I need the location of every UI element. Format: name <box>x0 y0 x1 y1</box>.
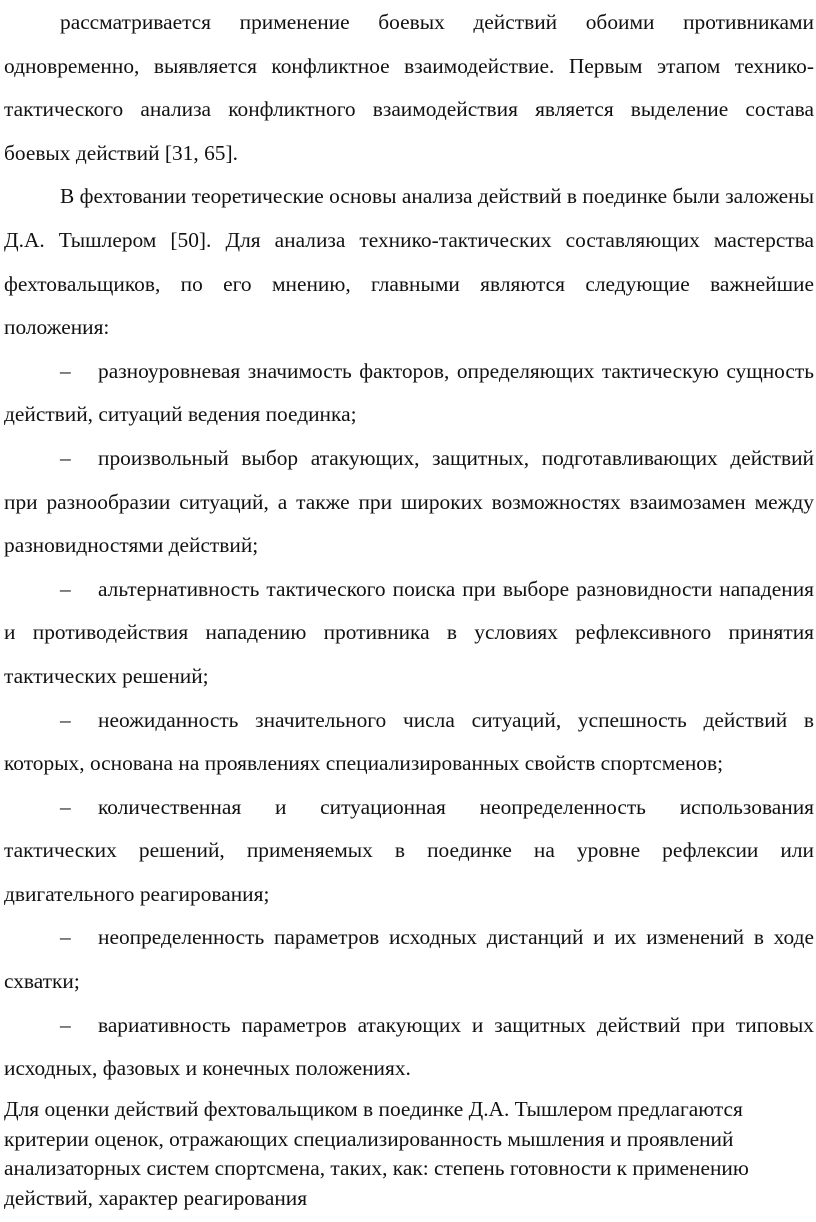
dash-marker: – <box>60 707 71 732</box>
dash-marker: – <box>60 1012 71 1037</box>
dash-marker: – <box>60 358 71 383</box>
paragraph-intro: рассматривается применение боевых действий обоими противниками одновременно, выявляется конфликтное взаимодействие. Первым этапом технико-тактического анализа конфликтного взаимодействия является выделение состава боевых действий [31, 65]. <box>4 10 814 165</box>
dash-marker: – <box>60 445 71 470</box>
list-item-text: разноуровневая значимость факторов, определяющих тактическую сущность действий, ситуаций ведения поединка; <box>4 358 814 427</box>
dash-marker: – <box>60 576 71 601</box>
paragraph-evaluation: Для оценки действий фехтовальщиком в поединке Д.А. Тышлером предлагаются критерии оценок, отражающих специализированность мышления и проявлений анализаторных систем спортсмена, таких, как: степень готовности к применению действий, характер реагирования <box>4 1096 749 1211</box>
list-item <box>4 786 814 917</box>
list-item-text: альтернативность тактического поиска при выборе разновидности нападения и противодействия нападению противника в условиях рефлексивного принятия тактических решений; <box>4 576 814 688</box>
list-item <box>4 437 814 568</box>
list-item <box>4 350 814 437</box>
list-item-text: неожиданность значительного числа ситуаций, успешность действий в которых, основана на проявлениях специализированных свойств спортсменов; <box>4 707 814 776</box>
list-item-text: произвольный выбор атакующих, защитных, подготавливающих действий при разнообразии ситуаций, а также при широких возможностях взаимозамен между разновидностями действий; <box>4 445 814 558</box>
dash-marker: – <box>60 794 71 819</box>
list-item <box>4 1004 814 1091</box>
list-item <box>4 916 814 1003</box>
list-item-text: количественная и ситуационная неопределенность использования тактических решений, применяемых в поединке на уровне рефлексии или двигательного реагирования; <box>4 794 814 906</box>
list-item <box>4 568 814 699</box>
dash-marker: – <box>60 925 71 950</box>
list-item <box>4 699 814 786</box>
list-item-text: вариативность параметров атакующих и защитных действий при типовых исходных, фазовых и конечных положениях. <box>4 1012 814 1081</box>
paragraph-fencing-theory: В фехтовании теоретические основы анализа действий в поединке были заложены Д.А. Тышлером [50]. Для анализа технико-тактических составляющих мастерства фехтовальщиков, по его мнению, главными являются следующие важнейшие положения: <box>4 184 814 340</box>
list-item-text: неопределенность параметров исходных дистанций и их изменений в ходе схватки; <box>4 925 814 994</box>
